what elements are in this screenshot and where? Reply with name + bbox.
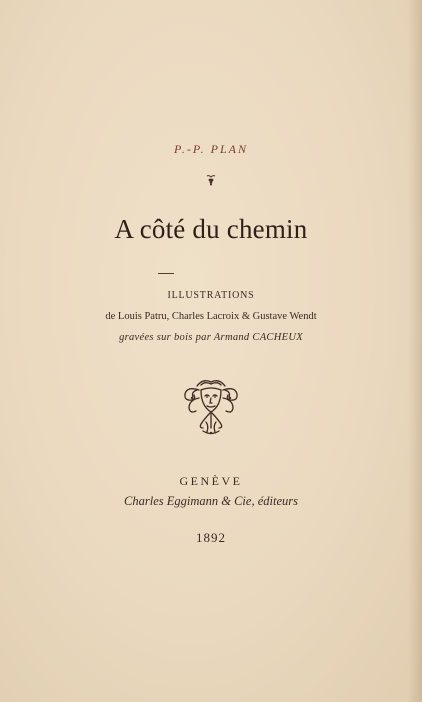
grape-vine-icon [0,173,422,185]
illustrators-line: de Louis Patru, Charles Lacroix & Gustave Wendt [105,311,317,322]
illustrations-heading: ILLUSTRATIONS [167,290,255,301]
divider-rule [158,273,174,274]
imprint-city: GENÈVE [179,474,243,488]
imprint-year: 1892 [196,530,226,545]
imprint-publisher: Charles Eggimann & Cie, éditeurs [124,494,298,508]
book-title: A côté du chemin [114,214,308,244]
author-name: P.-P. PLAN [174,142,248,156]
engraver-credit: gravées sur bois par Armand CACHEUX [119,332,303,343]
mascaron-ornament-icon [0,376,422,438]
